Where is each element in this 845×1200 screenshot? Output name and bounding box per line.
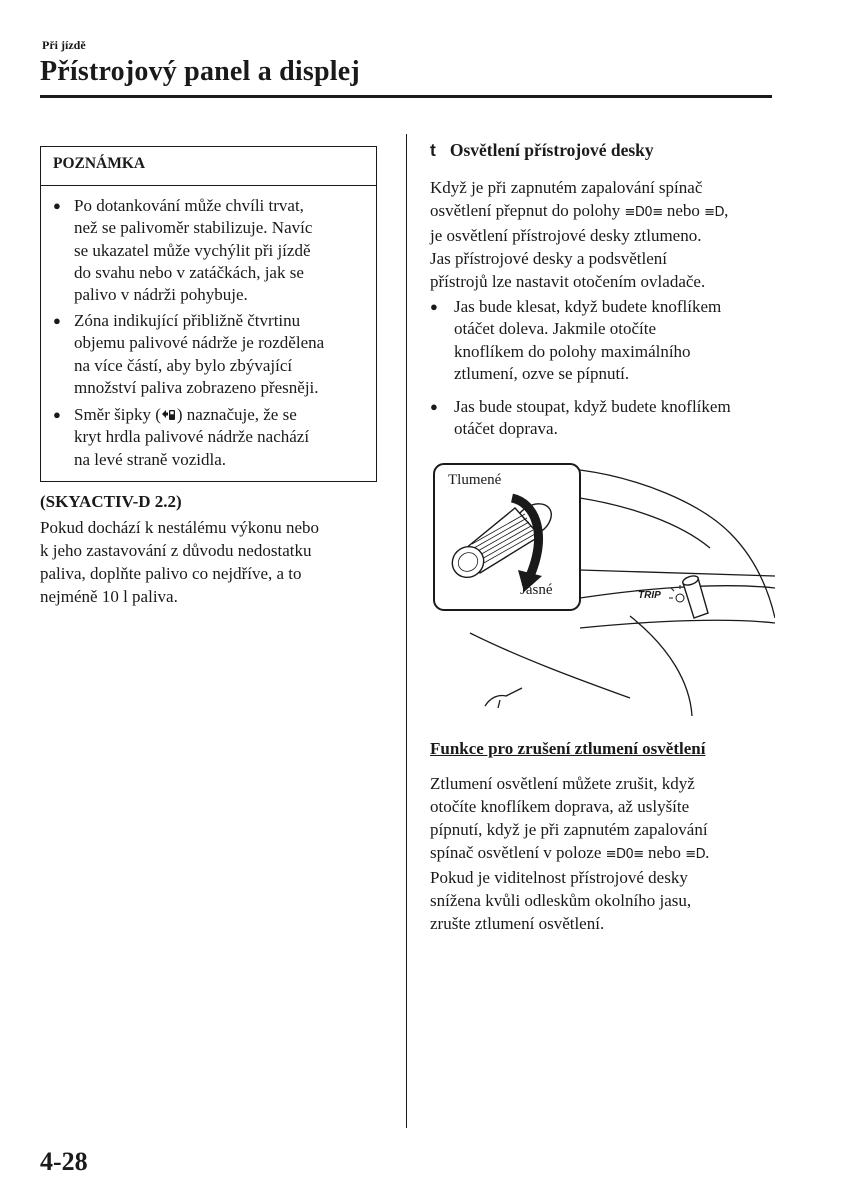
text-line: k jeho zastavování z důvodu nedostatku xyxy=(40,541,312,560)
illumination-heading-text: Osvětlení přístrojové desky xyxy=(449,140,654,160)
section-label: Při jízdě xyxy=(42,38,86,52)
text-line: otáčet doleva. Jakmile otočíte xyxy=(454,319,657,339)
text-line: na více částí, aby bylo zbývající xyxy=(74,355,293,375)
text-line: osvětlení přepnut do polohy ≡D0≡ nebo ≡D, xyxy=(430,201,729,220)
text-line: otáčet doprava. xyxy=(454,419,558,439)
text-line: Jas bude stoupat, když budete knoflíkem xyxy=(454,397,731,416)
illumination-bullet xyxy=(430,296,775,388)
note-heading: POZNÁMKA xyxy=(53,155,146,172)
text-line: Zóna indikující přibližně čtvrtinu xyxy=(74,311,301,330)
text-line: nejméně 10 l paliva. xyxy=(40,587,178,606)
note-divider xyxy=(41,185,376,186)
note-bullet xyxy=(53,404,371,474)
position-light-icon: ≡D0≡ xyxy=(624,205,663,220)
note-bullet xyxy=(53,310,371,402)
text-line: objemu palivové nádrže je rozdělena xyxy=(74,333,325,353)
position-light-icon: ≡D0≡ xyxy=(605,847,644,862)
text-line: Pokud je viditelnost přístrojové desky xyxy=(430,868,688,887)
column-divider xyxy=(406,134,407,1128)
text-line: množství paliva zobrazeno přesněji. xyxy=(74,377,319,397)
label-dim: Tlumené xyxy=(448,472,502,488)
text-line: paliva, doplňte palivo co nejdříve, a to xyxy=(40,564,302,583)
bullet-dot-icon: ● xyxy=(430,399,438,414)
text-line: přístrojů lze nastavit otočením ovladače. xyxy=(430,272,706,291)
text-line: knoflíkem do polohy maximálního xyxy=(454,341,691,361)
page-title: Přístrojový panel a displej xyxy=(40,56,360,87)
text-line: do svahu nebo v zatáčkách, jak se xyxy=(74,262,304,282)
bullet-dot-icon: ● xyxy=(53,198,61,213)
cancel-dimming-heading: Funkce pro zrušení ztlumení osvětlení xyxy=(430,739,706,758)
text-line: ztlumení, ozve se pípnutí. xyxy=(454,363,630,383)
note-bullet xyxy=(53,195,371,310)
skyactiv-paragraph xyxy=(40,516,319,608)
text-line: snížena kvůli odleskům okolního jasu, xyxy=(430,891,692,910)
illumination-bullet xyxy=(430,396,775,442)
illumination-intro xyxy=(430,176,728,293)
cancel-dimming-paragraph xyxy=(430,772,709,935)
text-line: Pokud dochází k nestálému výkonu nebo xyxy=(40,518,320,537)
illumination-heading xyxy=(430,140,654,161)
trip-label: TRIP xyxy=(638,590,661,601)
text-line: než se palivoměr stabilizuje. Navíc xyxy=(74,218,313,238)
fuel-pump-arrow-icon xyxy=(161,407,177,422)
headlight-icon: ≡D xyxy=(704,205,725,220)
text-line: na levé straně vozidla. xyxy=(74,449,226,469)
text-line: kryt hrdla palivové nádrže nachází xyxy=(74,427,310,447)
section-marker: t xyxy=(430,140,436,160)
bullet-dot-icon: ● xyxy=(53,313,61,328)
text-line: pípnutí, když je při zapnutém zapalování xyxy=(430,820,708,839)
label-bright: Jasné xyxy=(520,582,553,598)
text-line: Po dotankování může chvíli trvat, xyxy=(74,196,304,215)
text-line: Jas bude klesat, když budete knoflíkem xyxy=(454,297,722,316)
bullet-dot-icon: ● xyxy=(430,299,438,314)
dimmer-knob-illustration xyxy=(430,458,775,716)
text-line: je osvětlení přístrojové desky ztlumeno. xyxy=(430,226,702,245)
text-line: palivo v nádrži pohybuje. xyxy=(74,285,248,305)
headlight-icon: ≡D xyxy=(685,847,706,862)
text-line: se ukazatel může vychýlit při jízdě xyxy=(74,240,311,260)
page-number: 4-28 xyxy=(40,1147,88,1176)
text-line: Jas přístrojové desky a podsvětlení xyxy=(430,249,668,268)
note-box xyxy=(40,146,377,482)
text-line: Směr šipky ( ) naznačuje, že se xyxy=(74,405,297,424)
title-rule xyxy=(40,95,772,98)
text-line: spínač osvětlení v poloze ≡D0≡ nebo ≡D. xyxy=(430,843,710,862)
text-line: Když je při zapnutém zapalování spínač xyxy=(430,178,703,197)
small-dimmer-knob xyxy=(682,574,708,618)
text-line: otočíte knoflíkem doprava, až uslyšíte xyxy=(430,797,690,816)
text-line: zrušte ztlumení osvětlení. xyxy=(430,914,605,933)
bullet-dot-icon: ● xyxy=(53,407,61,422)
skyactiv-heading: (SKYACTIV-D 2.2) xyxy=(40,492,182,511)
text-line: Ztlumení osvětlení můžete zrušit, když xyxy=(430,774,695,793)
